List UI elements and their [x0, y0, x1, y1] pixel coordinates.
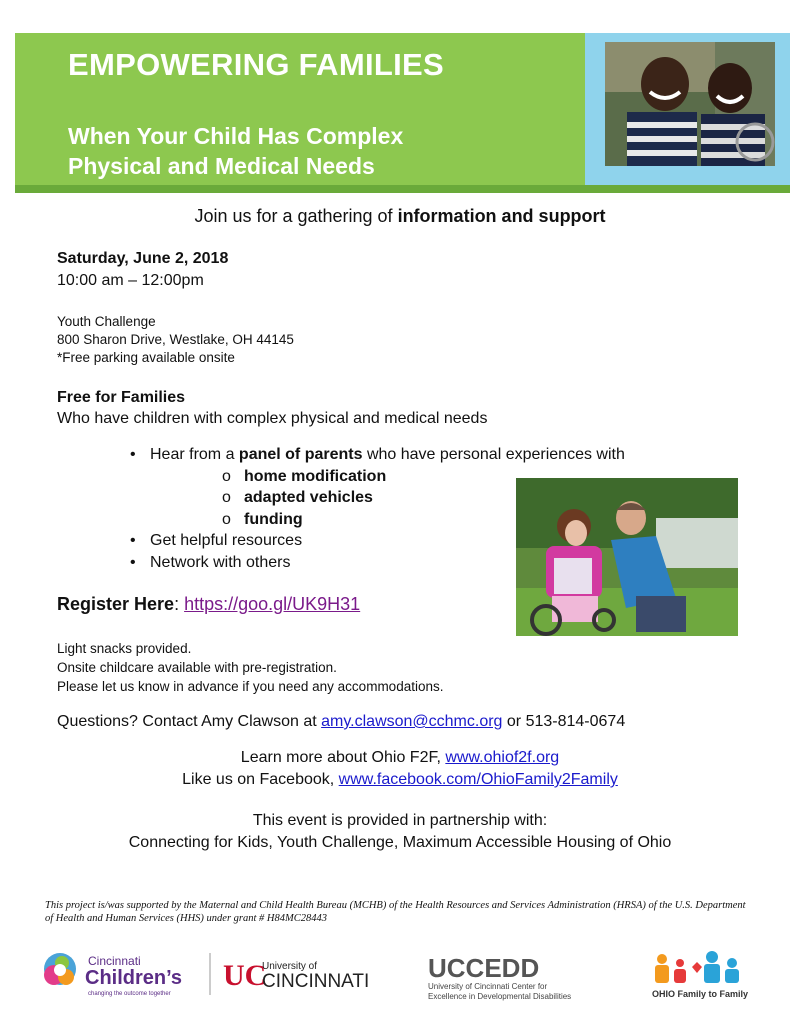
bullet-dot: • [130, 446, 136, 463]
childrens-big-text: Children’s [85, 967, 183, 989]
sub-bullet-marker: o [222, 489, 231, 506]
learn-line [0, 747, 800, 769]
ucedd-line-2: Excellence in Developmental Disabilities [428, 992, 572, 1001]
sub-item-text: home modification [244, 467, 387, 485]
sub-bullet-marker: o [222, 510, 231, 528]
uc-logo [223, 959, 369, 992]
facebook-link[interactable]: www.facebook.com/OhioFamily2Family [338, 771, 618, 788]
headline-bold: information and support [397, 206, 606, 226]
family-photo [516, 478, 738, 636]
bullet-dot: • [130, 532, 136, 549]
note-line: Please let us know in advance if you need any accommodations. [57, 679, 444, 694]
event-time: 10:00 am – 12:00pm [57, 272, 204, 289]
note-line: Light snacks provided. [57, 641, 192, 656]
notes-block [57, 639, 443, 696]
register-label: Register Here [57, 594, 175, 614]
register-separator: : [174, 594, 185, 614]
partnership-intro: This event is provided in partnership with: [252, 812, 548, 829]
note-line: Onsite childcare available with pre-registration. [57, 660, 337, 675]
list-item-text: who have personal experiences with [362, 446, 625, 463]
audience-title: Free for Families [57, 389, 186, 406]
learn-text: Learn more about Ohio F2F, [240, 749, 446, 766]
event-date: Saturday, June 2, 2018 [57, 250, 229, 267]
ohio-f2f-logo [652, 951, 748, 999]
venue-name: Youth Challenge [57, 314, 156, 329]
page-subtitle [68, 121, 403, 181]
contact-line [57, 713, 625, 731]
banner-stripe [15, 185, 790, 193]
page-title: EMPOWERING FAMILIES [68, 47, 444, 82]
register-link[interactable]: https://goo.gl/UK9H31 [184, 594, 361, 614]
cincinnati-childrens-logo [44, 953, 182, 997]
subtitle-line-1: When Your Child Has Complex [68, 123, 404, 149]
bullet-dot: • [130, 553, 136, 571]
subtitle-line-2: Physical and Medical Needs [68, 153, 375, 179]
list-item [130, 444, 625, 466]
audience-description: Who have children with complex physical and medical needs [57, 410, 488, 427]
list-item-text: Hear from a [150, 446, 239, 463]
register-line [57, 594, 360, 615]
contact-phone: or 513-814-0674 [502, 713, 626, 730]
partner-logos [40, 945, 770, 1005]
website-link[interactable]: www.ohiof2f.org [445, 749, 560, 766]
headline-text: Join us for a gathering of [194, 206, 398, 226]
partnership-list: Connecting for Kids, Youth Challenge, Maximum Accessible Housing of Ohio [128, 834, 672, 851]
facebook-line [0, 769, 800, 791]
ucedd-logo [428, 953, 571, 1001]
boys-photo [605, 42, 775, 166]
sub-item-text: funding [244, 510, 303, 528]
sub-bullet-marker: o [222, 467, 231, 485]
partnership-block [0, 810, 800, 854]
f2f-text: OHIO Family to Family [652, 989, 749, 999]
uc-big-text: CINCINNATI [262, 971, 370, 992]
sub-item-text: adapted vehicles [244, 489, 373, 506]
headline [0, 206, 800, 227]
list-item-text: Network with others [150, 553, 291, 571]
venue-address: 800 Sharon Drive, Westlake, OH 44145 [57, 332, 294, 347]
learn-more-block [0, 747, 800, 791]
venue-block [57, 313, 294, 367]
ucedd-line-1: University of Cincinnati Center for [428, 982, 548, 991]
childrens-small-text: Cincinnati [88, 954, 141, 968]
list-item-bold: panel of parents [238, 446, 363, 463]
funding-disclaimer: This project is/was supported by the Maternal and Child Health Bureau (MCHB) of the Health Resources and Services Administration (HRSA) of the U.S. Department of Health and Human Services (HHS) under grant # H84MC28443 [45, 900, 746, 924]
ucedd-big-text: UCCEDD [428, 953, 540, 983]
uc-small-text: University of [262, 961, 318, 972]
contact-text: Questions? Contact Amy Clawson at [57, 713, 322, 730]
list-item-text: Get helpful resources [150, 532, 303, 549]
email-link[interactable]: amy.clawson@cchmc.org [321, 713, 503, 730]
facebook-text: Like us on Facebook, [182, 771, 339, 788]
parking-note: *Free parking available onsite [57, 350, 235, 365]
uc-monogram: UC [223, 959, 267, 992]
childrens-tagline: changing the outcome together [88, 991, 171, 997]
